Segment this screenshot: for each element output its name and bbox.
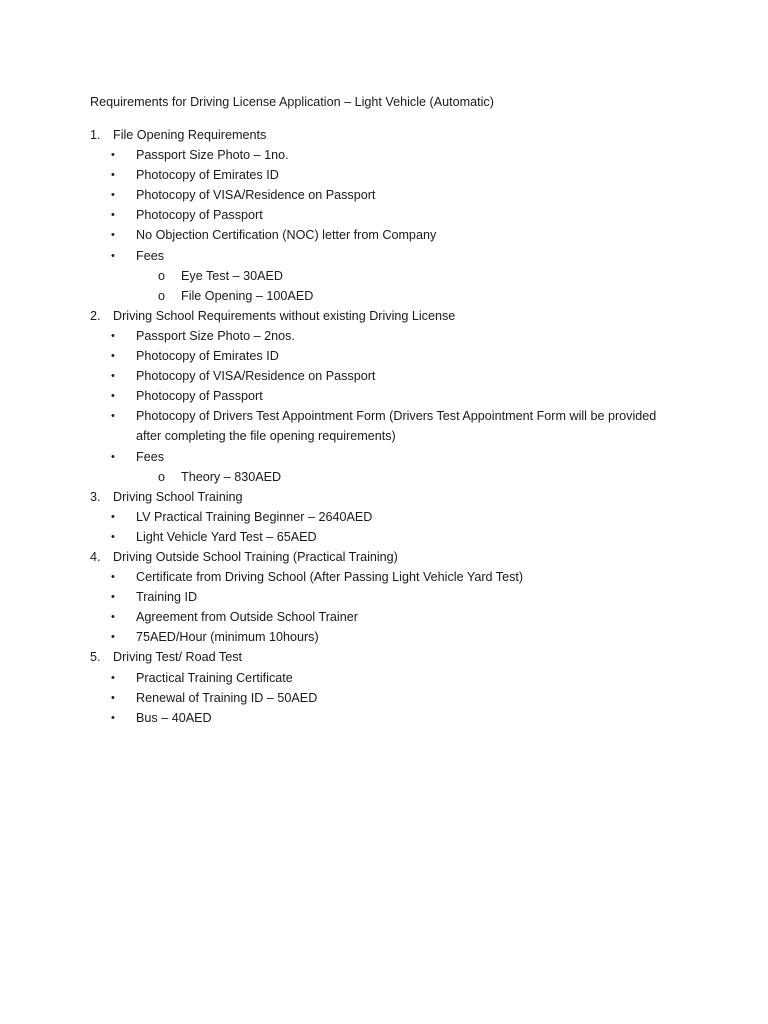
bullet-icon: • [111, 671, 115, 684]
list-item-text: Photocopy of Emirates ID [136, 168, 279, 183]
list-item [0, 688, 768, 708]
bullet-icon: • [111, 370, 115, 383]
list-item [0, 567, 768, 587]
list-item-text: 75AED/Hour (minimum 10hours) [136, 630, 319, 645]
bullet-icon: • [111, 209, 115, 222]
section-heading [0, 547, 768, 567]
list-item-continuation [0, 426, 768, 446]
list-item [0, 185, 768, 205]
bullet-icon: • [111, 329, 115, 342]
bullet-icon: • [111, 530, 115, 543]
list-item-text: after completing the file opening requirements) [136, 429, 396, 444]
list-item-text: Photocopy of Passport [136, 389, 263, 404]
list-item [0, 668, 768, 688]
list-item-text: Passport Size Photo – 1no. [136, 148, 289, 163]
list-item [0, 346, 768, 366]
section-title: Driving School Training [113, 489, 243, 504]
section-heading [0, 306, 768, 326]
bullet-icon: • [111, 510, 115, 523]
sub-bullet-icon: o [158, 268, 166, 283]
list-item-text: Fees [136, 248, 164, 263]
list-item [0, 447, 768, 467]
list-item-text: Training ID [136, 590, 198, 605]
list-item-text: Bus – 40AED [136, 710, 212, 725]
list-item-text: Renewal of Training ID – 50AED [136, 690, 318, 705]
bullet-icon: • [111, 631, 115, 644]
bullet-icon: • [111, 450, 115, 463]
section-title: File Opening Requirements [113, 128, 267, 142]
bullet-icon: • [111, 611, 115, 624]
list-item-text: Photocopy of VISA/Residence on Passport [136, 188, 376, 203]
list-item [0, 708, 768, 728]
bullet-icon: • [111, 410, 115, 423]
requirements-list [0, 125, 768, 728]
list-item [0, 627, 768, 647]
fee-item [0, 286, 768, 306]
fee-item [0, 467, 768, 487]
fee-item-text: Eye Test – 30AED [181, 268, 283, 283]
list-item [0, 246, 768, 266]
fee-item [0, 266, 768, 286]
list-item-text: Certificate from Driving School (After Passing Light Vehicle Yard Test) [136, 570, 524, 585]
section-number: 2. [90, 308, 101, 323]
list-item-text: No Objection Certification (NOC) letter from Company [136, 228, 437, 243]
bullet-icon: • [111, 169, 115, 182]
bullet-icon: • [111, 149, 115, 162]
bullet-icon: • [111, 350, 115, 363]
bullet-icon: • [111, 571, 115, 584]
list-item-text: Passport Size Photo – 2nos. [136, 328, 295, 343]
bullet-icon: • [111, 229, 115, 242]
list-item [0, 607, 768, 627]
list-item [0, 366, 768, 386]
list-item [0, 527, 768, 547]
list-item [0, 205, 768, 225]
list-item-text: Fees [136, 449, 164, 464]
section-number: 3. [90, 489, 101, 504]
section-heading [0, 647, 768, 667]
bullet-icon: • [111, 249, 115, 262]
section-number: 4. [90, 549, 101, 564]
section-number: 5. [90, 650, 101, 665]
list-item [0, 587, 768, 607]
list-item-text: Agreement from Outside School Trainer [136, 610, 358, 625]
fee-item-text: File Opening – 100AED [181, 288, 314, 303]
section-title: Driving School Requirements without existing Driving License [113, 308, 456, 323]
list-item-text: LV Practical Training Beginner – 2640AED [136, 509, 373, 524]
sub-bullet-icon: o [158, 288, 166, 303]
section-heading [0, 125, 768, 145]
list-item-text: Photocopy of VISA/Residence on Passport [136, 369, 376, 384]
bullet-icon: • [111, 189, 115, 202]
list-item-text: Photocopy of Drivers Test Appointment Form (Drivers Test Appointment Form will be provided [136, 409, 657, 424]
section-heading [0, 487, 768, 507]
list-item [0, 165, 768, 185]
list-item-text: Practical Training Certificate [136, 670, 293, 685]
document-title: Requirements for Driving License Application – Light Vehicle (Automatic) [90, 95, 494, 109]
bullet-icon: • [111, 691, 115, 704]
list-item-text: Light Vehicle Yard Test – 65AED [136, 529, 317, 544]
section-title: Driving Test/ Road Test [113, 650, 243, 665]
sub-bullet-icon: o [158, 469, 166, 484]
list-item [0, 386, 768, 406]
list-item [0, 406, 768, 426]
section-number: 1. [90, 128, 101, 142]
list-item [0, 225, 768, 245]
section-title: Driving Outside School Training (Practical Training) [113, 549, 398, 564]
list-item-text: Photocopy of Passport [136, 208, 263, 223]
fee-item-text: Theory – 830AED [181, 469, 282, 484]
list-item [0, 326, 768, 346]
list-item-text: Photocopy of Emirates ID [136, 349, 279, 364]
bullet-icon: • [111, 591, 115, 604]
list-item [0, 507, 768, 527]
bullet-icon: • [111, 390, 115, 403]
bullet-icon: • [111, 711, 115, 724]
list-item [0, 145, 768, 165]
